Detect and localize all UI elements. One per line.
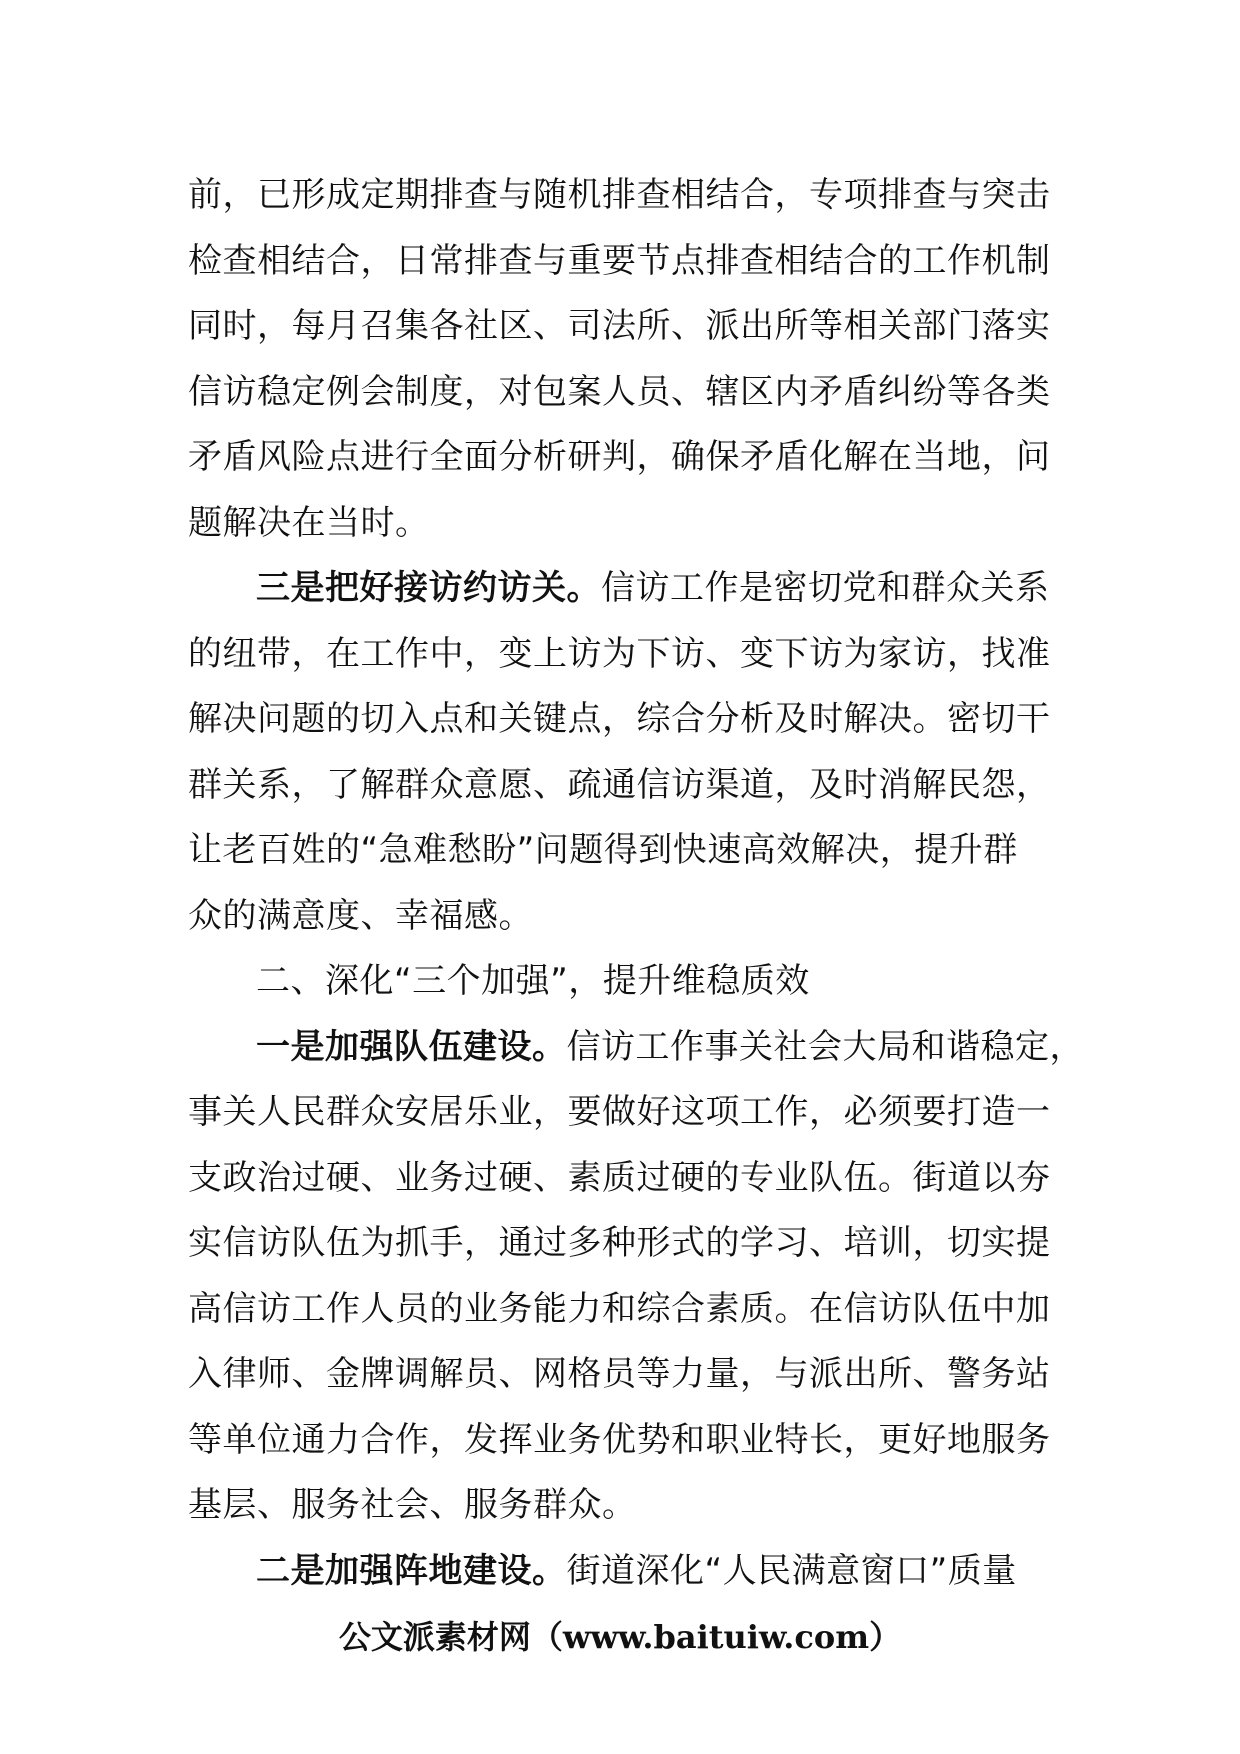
text-line: 解决问题的切入点和关键点，综合分析及时解决。密切干 <box>188 699 1051 739</box>
text-line: 事关人民群众安居乐业，要做好这项工作，必须要打造一 <box>188 1092 1051 1132</box>
text-line: 检查相结合，日常排查与重要节点排查相结合的工作机制 <box>188 240 1051 281</box>
footer-watermark: 公文派素材网（www.baituiw.com） <box>338 1618 902 1656</box>
text-line: 入律师、金牌调解员、网格员等力量，与派出所、警务站 <box>188 1354 1051 1394</box>
text-line: 前，已形成定期排查与随机排查相结合，专项排查与突击 <box>188 175 1051 215</box>
text-line: 信访稳定例会制度，对包案人员、辖区内矛盾纠纷等各类 <box>188 371 1051 412</box>
text-line: 的纽带，在工作中，变上访为下访、变下访为家访，找准 <box>188 633 1051 674</box>
section-title: 二、深化“三个加强”，提升维稳质效 <box>256 961 810 1001</box>
text-line: 矛盾风险点进行全面分析研判，确保矛盾化解在当地，问 <box>188 437 1051 477</box>
paragraph-first-line <box>188 556 1070 622</box>
text-line: 众的满意度、幸福感。 <box>188 895 533 936</box>
text-line: 同时，每月召集各社区、司法所、派出所等相关部门落实 <box>188 306 1051 346</box>
text-line: 等单位通力合作，发挥业务优势和职业特长，更好地服务 <box>188 1419 1051 1460</box>
paragraph-heading: 二是加强阵地建设。 <box>256 1550 567 1591</box>
text-line: 高信访工作人员的业务能力和综合素质。在信访队伍中加 <box>188 1288 1051 1329</box>
text-line: 基层、服务社会、服务群众。 <box>188 1485 637 1525</box>
text-line: 题解决在当时。 <box>188 502 430 543</box>
paragraph-first-line <box>188 1539 1070 1605</box>
paragraph-heading: 三是把好接访约访关。 <box>256 568 601 608</box>
paragraph-first-line <box>188 1015 1084 1081</box>
paragraph-text: 街道深化“人民满意窗口”质量 <box>566 1550 1017 1591</box>
paragraph-text: 信访工作事关社会大局和谐稳定， <box>566 1026 1084 1067</box>
text-line: 让老百姓的“急难愁盼”问题得到快速高效解决，提升群 <box>188 830 1018 870</box>
paragraph-text: 信访工作是密切党和群众关系 <box>601 568 1050 608</box>
text-line: 实信访队伍为抓手，通过多种形式的学习、培训，切实提 <box>188 1223 1051 1263</box>
document-body <box>188 163 1084 1604</box>
paragraph-heading: 一是加强队伍建设。 <box>256 1026 567 1067</box>
text-line: 支政治过硬、业务过硬、素质过硬的专业队伍。街道以夯 <box>188 1157 1051 1198</box>
text-line: 群关系，了解群众意愿、疏通信访渠道，及时消解民怨， <box>188 764 1051 805</box>
